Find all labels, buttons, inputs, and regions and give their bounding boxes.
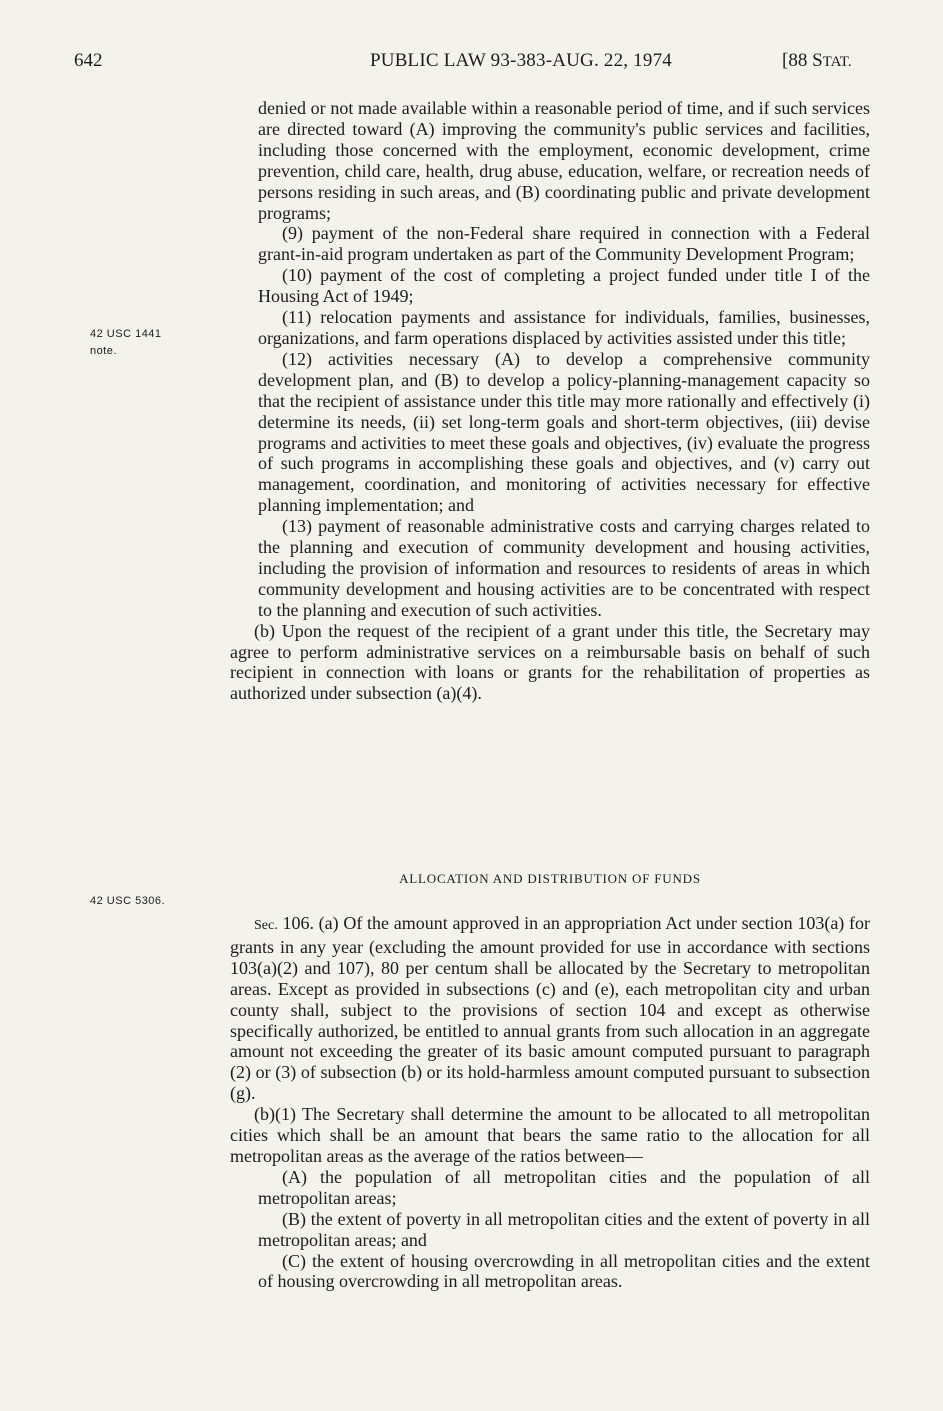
margin-note-line: 42 USC 5306.: [90, 895, 166, 907]
sub-item-c: (C) the extent of housing overcrowding in all metropolitan cities and the extent of housing overcrowding in all metropolitan areas.: [258, 1250, 870, 1292]
sub-item-a: (A) the population of all metropolitan cities and the population of all metropolitan areas;: [258, 1166, 870, 1208]
section-106-b1: (b)(1) The Secretary shall determine the amount to be allocated to all metropolitan cities which shall be an amount that bears the same ratio to the allocation for all metropolitan areas as the average of the ratios between—: [230, 1104, 870, 1166]
upper-text-block: [230, 98, 870, 704]
sub-item-b: (B) the extent of poverty in all metropolitan cities and the extent of poverty in all metropolitan areas; and: [258, 1208, 870, 1250]
continuation-paragraph: denied or not made available within a reasonable period of time, and if such services are directed toward (A) improving the community's public services and facilities, including those concerned with the employment, economic development, crime prevention, child care, health, drug abuse, education, welfare, or recreation needs of persons residing in such areas, and (B) coordinating public and private development programs;: [258, 98, 870, 223]
paragraph-b: (b) Upon the request of the recipient of a grant under this title, the Secretary may agree to perform administrative services on a reimbursable basis on behalf of such recipient in connection with loans or grants for the rehabilitation of properties as authorized under subsection (a)(4).: [230, 620, 870, 704]
margin-note-usc-1441: [90, 326, 162, 360]
margin-note-usc-5306: [90, 893, 165, 910]
item-9: (9) payment of the non-Federal share required in connection with a Federal grant-in-aid program undertaken as part of the Community Development Program;: [258, 223, 870, 265]
item-10: (10) payment of the cost of completing a project funded under title I of the Housing Act of 1949;: [258, 265, 870, 307]
section-label: Sec.: [254, 918, 278, 933]
margin-note-line: note.: [90, 345, 117, 357]
stat-ref-suffix: TAT.: [822, 54, 852, 70]
item-13: (13) payment of reasonable administrative costs and carrying charges related to the planning and execution of community development and housing activities, including the provision of information and resources to residents of areas in which community development and housing activities are to be concentrated with respect to the planning and execution of such activities.: [258, 516, 870, 620]
stat-ref-prefix: [88 S: [782, 50, 823, 71]
section-106-a-text: 106. (a) Of the amount approved in an appropriation Act under section 103(a) for grants in any year (excluding the amount provided for use in accordance with sections 103(a)(2) and 107), 80 per centum shall be allocated by the Secretary to metropolitan areas. Except as provided in subsections (c) and (e), each metropolitan city and urban county shall, subject to the provisions of section 104 and except as otherwise specifically authorized, be entitled to annual grants from such allocation in an aggregate amount not exceeding the greater of its basic amount computed pursuant to paragraph (2) or (3) of subsection (b) or its hold-harmless amount computed pursuant to subsection (g).: [230, 913, 870, 1104]
page-header: [0, 50, 943, 80]
section-heading: ALLOCATION AND DISTRIBUTION OF FUNDS: [399, 871, 701, 886]
margin-note-line: 42 USC 1441: [90, 328, 162, 340]
section-106-block: [230, 866, 870, 1292]
section-106-a: [230, 913, 870, 1104]
statute-reference: [782, 50, 852, 72]
item-12: (12) activities necessary (A) to develop a comprehensive community development plan, and (B) to develop a policy-planning-management capacity so that the recipient of assistance under this title may more rationally and effectively (i) determine its needs, (ii) set long-term goals and short-term objectives, (iii) devise programs and activities to meet these goals and objectives, (iv) evaluate the progress of such programs in accomplishing these goals and objectives, and (v) carry out management, coordination, and monitoring of activities necessary for effective planning implementation; and: [258, 348, 870, 516]
page-number: 642: [74, 50, 103, 71]
item-11: (11) relocation payments and assistance for individuals, families, businesses, organizations, and farm operations displaced by activities assisted under this title;: [258, 307, 870, 348]
running-title: PUBLIC LAW 93-383-AUG. 22, 1974: [370, 50, 672, 71]
